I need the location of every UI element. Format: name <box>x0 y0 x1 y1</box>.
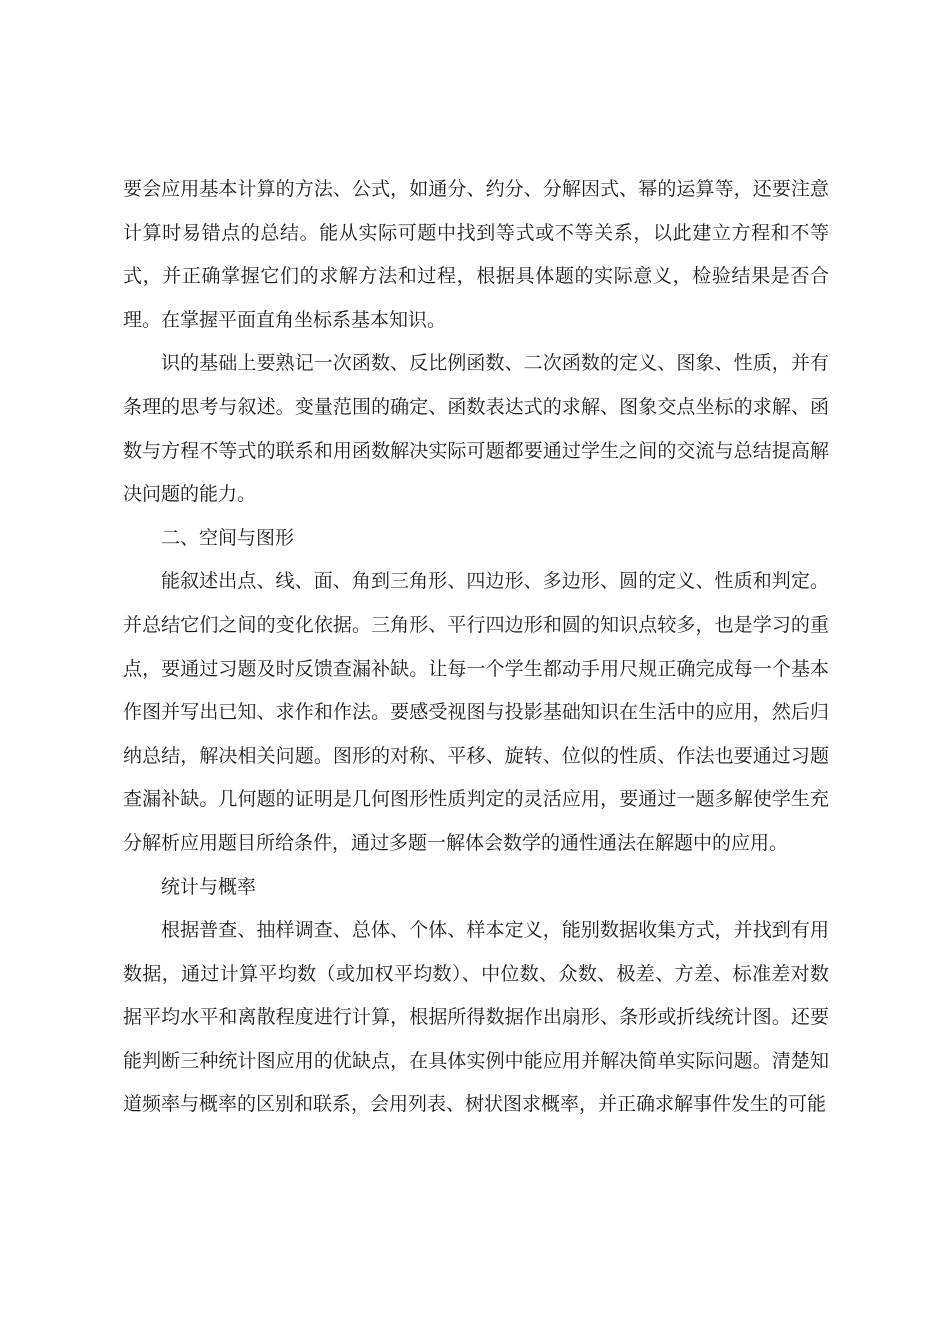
paragraph-geometry: 能叙述出点、线、面、角到三角形、四边形、多边形、圆的定义、性质和判定。并总结它们之间的变化依据。三角形、平行四边形和圆的知识点较多，也是学习的重点，要通过习题及时反馈查漏补缺。让每一个学生都动手用尺规正确完成每一个基本作图并写出已知、求作和作法。要感受视图与投影基础知识在生活中的应用，然后归纳总结，解决相关问题。图形的对称、平移、旋转、位似的性质、作法也要通过习题查漏补缺。几何题的证明是几何图形性质判定的灵活应用，要通过一题多解使学生充分解析应用题目所给条件，通过多题一解体会数学的通性通法在解题中的应用。 <box>123 570 829 854</box>
paragraph-functions: 识的基础上要熟记一次函数、反比例函数、二次函数的定义、图象、性质，并有条理的思考与叙述。变量范围的确定、函数表达式的求解、图象交点坐标的求解、函数与方程不等式的联系和用函数解决实际可题都要通过学生之间的交流与总结提高解决问题的能力。 <box>123 352 829 506</box>
section-heading-space-and-figures: 二、空间与图形 <box>161 526 295 549</box>
paragraph-calculation: 要会应用基本计算的方法、公式，如通分、约分、分解因式、幂的运算等，还要注意计算时易错点的总结。能从实际可题中找到等式或不等关系，以此建立方程和不等式，并正确掌握它们的求解方法和过程，根据具体题的实际意义，检验结果是否合理。在掌握平面直角坐标系基本知识。 <box>123 178 829 331</box>
section-heading-statistics-probability: 统计与概率 <box>161 875 257 898</box>
paragraph-statistics: 根据普查、抽样调查、总体、个体、样本定义，能别数据收集方式，并找到有用数据，通过计算平均数（或加权平均数）、中位数、众数、极差、方差、标准差对数据平均水平和离散程度进行计算，根据所得数据作出扇形、条形或折线统计图。还要能判断三种统计图应用的优缺点，在具体实例中能应用并解决简单实际问题。清楚知道频率与概率的区别和联系，会用列表、树状图求概率，并正确求解事件发生的可能 <box>123 919 829 1116</box>
document-body <box>123 168 829 1127</box>
